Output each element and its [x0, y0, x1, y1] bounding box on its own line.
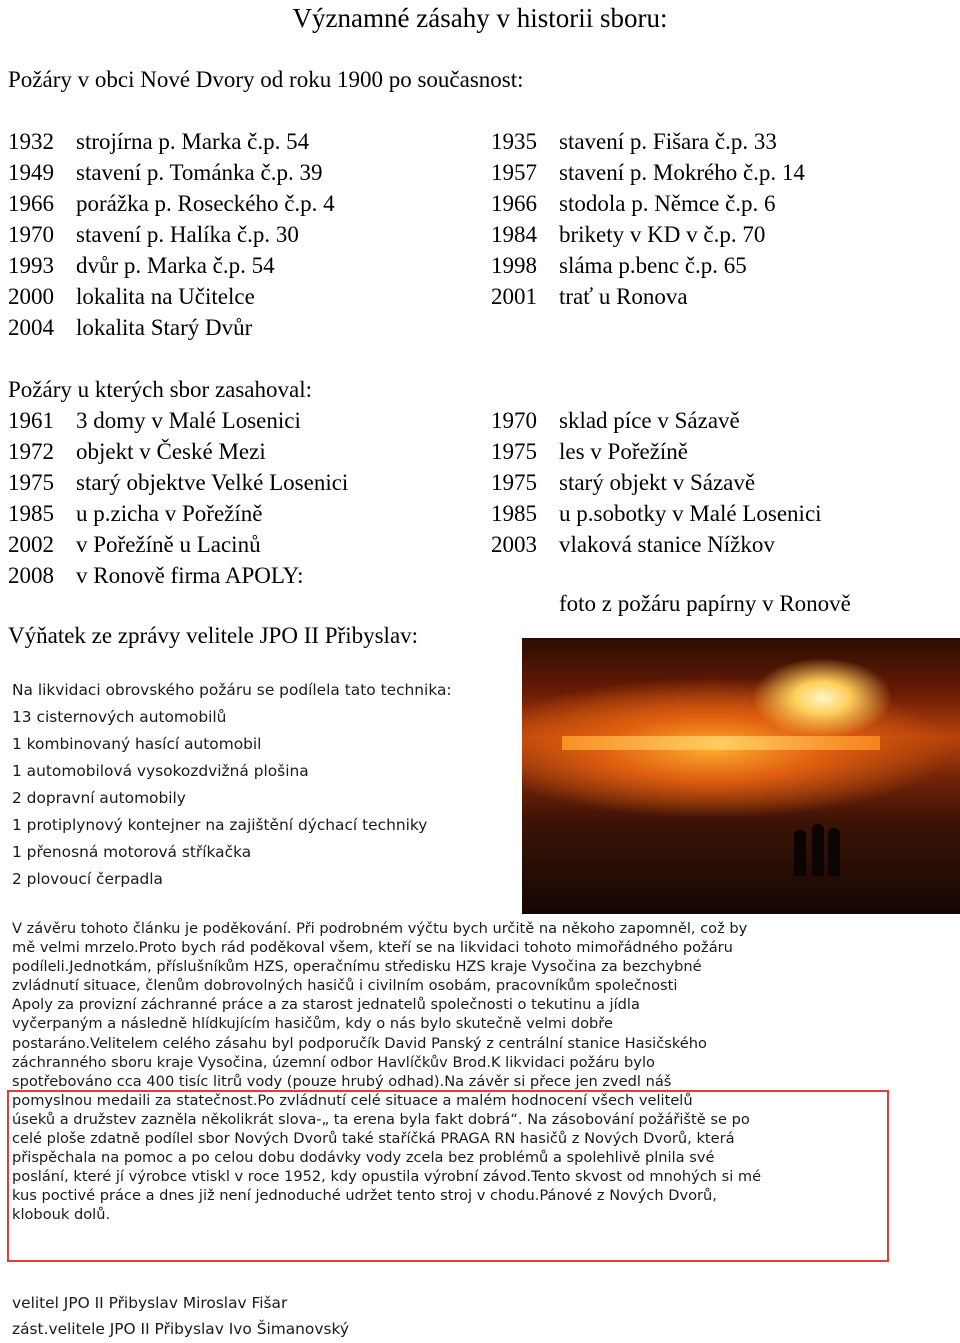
section1-heading: Požáry v obci Nové Dvory od roku 1900 po současnost: — [8, 67, 524, 92]
section2-heading: Požáry u kterých sbor zasahoval: — [8, 377, 313, 402]
firefighter-figure — [828, 828, 840, 876]
report-line: vyčerpaným a následně hlídkujícím hasičům, kdy o nás bylo skutečně velmi dobře — [12, 1015, 613, 1033]
page-title: Významné zásahy v historii sboru: — [292, 3, 668, 33]
report-line: úseků a družstev zazněla několikrát slova-„ ta erena byla fakt dobrá“. Na zásobování požářiště se po — [12, 1110, 750, 1128]
report-line: kus poctivé práce a dnes již není jednoduché udržet tento stroj v chodu.Pánové z Nových Dvorů, — [12, 1187, 717, 1205]
list-item: 1 protiplynový kontejner na zajištění dýchací techniky — [12, 816, 428, 834]
list-item: 2 dopravní automobily — [12, 789, 186, 807]
report-line: podíleli.Jednotkám, příslušníkům HZS, operačnímu středisku HZS kraje Vysočina za bezchybné — [12, 958, 702, 976]
fire-photo — [522, 638, 960, 914]
report-line: mě velmi mrzelo.Proto bych rád poděkoval všem, kteří se na likvidaci tohoto mimořádného požáru — [12, 939, 733, 957]
list-item: 1 kombinovaný hasící automobil — [12, 735, 262, 753]
report-line: celé ploše zdatně podílel sbor Nových Dvorů také staříčká PRAGA RN hasičů z Nových Dvorů, která — [12, 1130, 735, 1148]
firefighter-figure — [812, 824, 824, 876]
excerpt-heading: Výňatek ze zprávy velitele JPO II Přibyslav: — [8, 623, 419, 648]
report-line: poslání, které jí výrobce vtiskl v roce 1952, kdy opustila výrobní závod.Tento skvost od mnohých si mé — [12, 1168, 762, 1186]
report-line: klobouk dolů. — [12, 1206, 111, 1224]
report-line: postaráno.Velitelem celého zásahu byl podporučík David Panský z centrální stanice Hasičského — [12, 1034, 707, 1052]
report-line: přispěchala na pomoc a po celou dobu dodávky vody zcela bez problémů a spolehlivě plnila své — [12, 1149, 715, 1167]
firefighter-figure — [794, 830, 806, 876]
report-line: záchranného sboru kraje Vysočina, územní odbor Havlíčkův Brod.K likvidaci požáru bylo — [12, 1053, 655, 1071]
signature-commander: velitel JPO II Přibyslav Miroslav Fišar — [12, 1294, 288, 1312]
report-text — [12, 919, 882, 1225]
burning-roof — [562, 736, 880, 750]
list-item: 2 plovoucí čerpadla — [12, 870, 163, 888]
report-line: V závěru tohoto článku je poděkování. Při podrobném výčtu bych určitě na někoho zapomněl, což by — [12, 920, 748, 937]
list-item: 1 automobilová vysokozdvižná plošina — [12, 762, 309, 780]
list-item: 1 přenosná motorová stříkačka — [12, 843, 252, 861]
list-item: 13 cisternových automobilů — [12, 708, 227, 726]
technika-heading: Na likvidaci obrovského požáru se podílela tato technika: — [12, 681, 452, 699]
signature-deputy: zást.velitele JPO II Přibyslav Ivo Šimanovský — [12, 1320, 349, 1338]
report-line: zvládnutí situace, členům dobrovolných hasičů i civilním osobám, pracovníkům společnosti — [12, 977, 678, 995]
report-line: spotřebováno cca 400 tisíc litrů vody (pouze hrubý odhad).Na závěr si přece jen zvedl náš — [12, 1072, 672, 1090]
report-line: Apoly za provizní záchranné práce a za starost jednatelů společnosti o tekutinu a jídla — [12, 996, 640, 1014]
photo-floor — [522, 824, 960, 914]
report-line: pomyslnou medaili za statečnost.Po zvládnutí celé situace a malém hodnocení všech velitelů — [12, 1091, 693, 1109]
photo-caption: foto z požáru papírny v Ronově — [559, 591, 851, 616]
